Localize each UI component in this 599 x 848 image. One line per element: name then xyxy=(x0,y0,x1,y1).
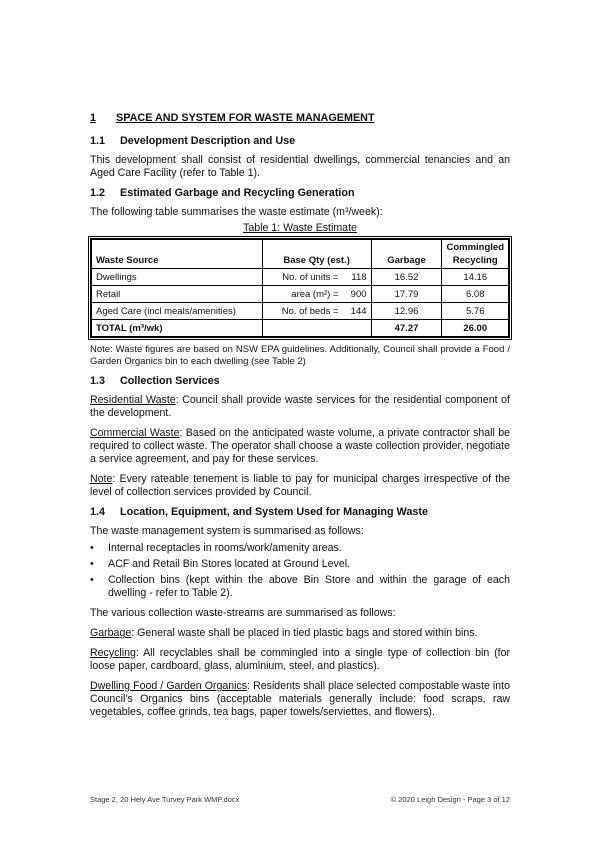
recycling-paragraph: Recycling: All recyclables shall be commingled into a single type of collection bin (for loose paper, cardboard, glass, aluminium, steel, and plastics). xyxy=(90,647,510,672)
cell-recycling: 5.76 xyxy=(442,303,509,320)
cell-source: Aged Care (incl meals/amenities) xyxy=(91,303,262,320)
header-recycling: Commingled Recycling xyxy=(442,239,509,269)
section-heading xyxy=(90,112,510,125)
waste-estimate-table xyxy=(90,238,510,338)
subsection-heading-1-4 xyxy=(90,506,510,519)
subsection-heading-1-1 xyxy=(90,135,510,148)
development-description: This development shall consist of residential dwellings, commercial tenancies and an Aged Care Facility (refer to Table 1). xyxy=(90,154,510,179)
cell-garbage: 17.79 xyxy=(371,286,442,303)
cell-source: Retail xyxy=(91,286,262,303)
bullet-icon: • xyxy=(90,558,94,570)
subsection-number: 1.2 xyxy=(90,187,106,199)
table-total-row xyxy=(91,320,509,338)
cell-total-label: TOTAL (m³/wk) xyxy=(91,320,262,338)
table-row xyxy=(91,269,509,286)
system-bullet-list xyxy=(90,542,510,600)
subsection-number: 1.3 xyxy=(90,375,106,387)
bullet-icon: • xyxy=(90,574,94,586)
cell-total-recycling: 26.00 xyxy=(442,320,509,338)
cell-qty: area (m²) = 900 xyxy=(262,286,371,303)
table-intro: The following table summarises the waste estimate (m³/week): xyxy=(90,206,383,218)
commercial-waste-paragraph: Commercial Waste: Based on the anticipated waste volume, a private contractor shall be required to collect waste. The operator shall choose a waste collection provider, negotiate a service agreement, and pay for these services. xyxy=(90,427,510,465)
document-page xyxy=(90,112,510,726)
subsection-heading-1-2 xyxy=(90,187,510,200)
cell-recycling: 14.16 xyxy=(442,269,509,286)
cell-source: Dwellings xyxy=(91,269,262,286)
list-item: • ACF and Retail Bin Stores located at Ground Level. xyxy=(90,558,351,570)
section-number: 1 xyxy=(90,112,97,124)
garbage-paragraph: Garbage: General waste shall be placed in tied plastic bags and stored within bins. xyxy=(90,627,478,639)
header-base-qty: Base Qty (est.) xyxy=(262,239,371,269)
table-note: Note: Waste figures are based on NSW EPA guidelines. Additionally, Council shall provide a Food / Garden Organics bin to each dwelling (see Table 2) xyxy=(90,344,510,367)
list-item: • Collection bins (kept within the above Bin Store and within the garage of each dwelling - refer to Table 2). xyxy=(90,574,510,599)
table-row xyxy=(91,286,509,303)
cell-garbage: 12.96 xyxy=(371,303,442,320)
header-garbage: Garbage xyxy=(371,239,442,269)
bullet-icon: • xyxy=(90,542,94,554)
cell-qty: No. of beds = 144 xyxy=(262,303,371,320)
cell-qty: No. of units = 118 xyxy=(262,269,371,286)
header-waste-source: Waste Source xyxy=(91,239,262,269)
subsection-title: Location, Equipment, and System Used for Managing Waste xyxy=(120,506,428,518)
subsection-title: Collection Services xyxy=(120,375,220,387)
table-caption: Table 1: Waste Estimate xyxy=(243,222,357,234)
streams-intro: The various collection waste-streams are summarised as follows: xyxy=(90,607,396,619)
subsection-number: 1.4 xyxy=(90,506,106,518)
footer-copyright: © 2020 Leigh Design - Page 3 of 12 xyxy=(390,795,510,804)
footer-filename: Stage 2, 20 Hely Ave Turvey Park WMP.docx xyxy=(90,795,240,804)
system-intro: The waste management system is summarised as follows: xyxy=(90,525,364,537)
table-header-row xyxy=(91,239,509,269)
page-footer xyxy=(90,795,510,804)
subsection-number: 1.1 xyxy=(90,135,106,147)
cell-total-garbage: 47.27 xyxy=(371,320,442,338)
cell-recycling: 6.08 xyxy=(442,286,509,303)
cell-garbage: 16.52 xyxy=(371,269,442,286)
rates-note-paragraph: Note: Every rateable tenement is liable to pay for municipal charges irrespective of the level of collection services provided by Council. xyxy=(90,473,510,498)
cell-total-qty xyxy=(262,320,371,338)
subsection-title: Estimated Garbage and Recycling Generation xyxy=(120,187,355,199)
organics-paragraph: Dwelling Food / Garden Organics: Residents shall place selected compostable waste into Council’s Organics bins (acceptable materials generally include: food scraps, raw vegetables, coffee grinds, tea bags, paper towels/serviettes, and flowers). xyxy=(90,680,510,718)
subsection-title: Development Description and Use xyxy=(120,135,296,147)
section-title: SPACE AND SYSTEM FOR WASTE MANAGEMENT xyxy=(116,112,375,124)
table-row xyxy=(91,303,509,320)
subsection-heading-1-3 xyxy=(90,375,510,388)
list-item: • Internal receptacles in rooms/work/amenity areas. xyxy=(90,542,342,554)
residential-waste-paragraph: Residential Waste: Council shall provide waste services for the residential component of the development. xyxy=(90,394,510,419)
